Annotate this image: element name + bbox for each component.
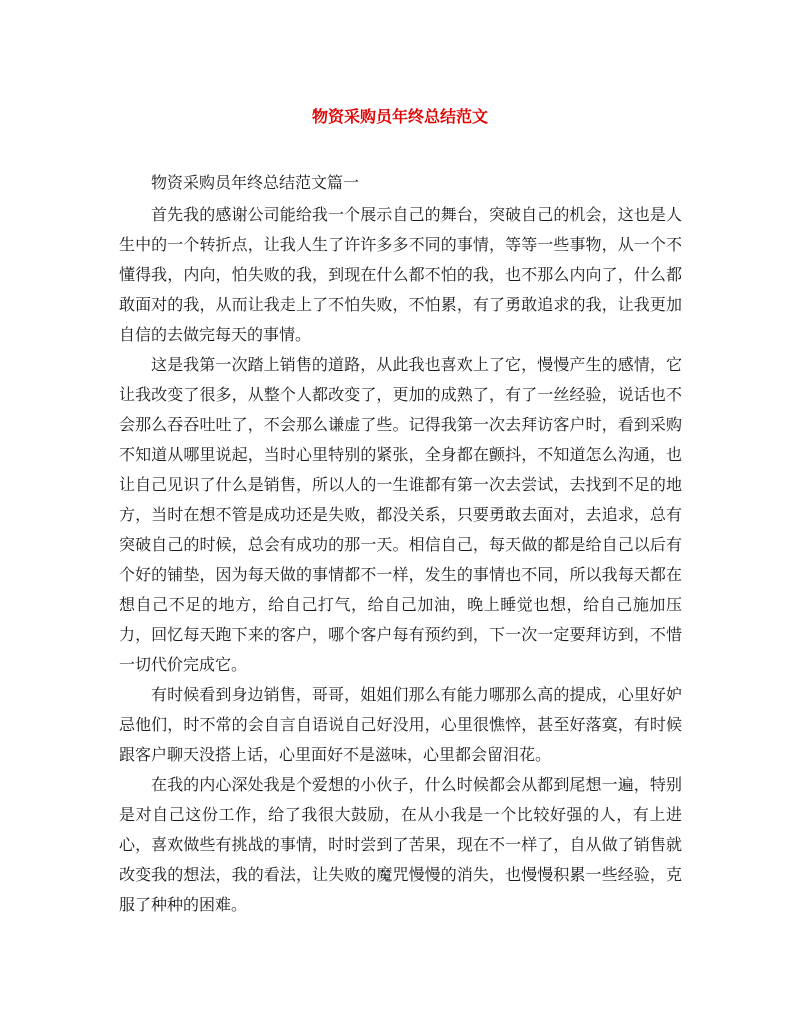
paragraph: 在我的内心深处我是个爱想的小伙子，什么时候都会从都到尾想一遍，特别是对自己这份工作，给了我很大鼓励，在从小我是一个比较好强的人，有上进心，喜欢做些有挑战的事情，时时尝到了苦果，现在不一样了，自从做了销售就改变我的想法，我的看法，让失败的魔咒慢慢的消失，也慢慢积累一些经验，克服了种种的困难。 (119, 775, 682, 914)
paragraph: 首先我的感谢公司能给我一个展示自己的舞台，突破自己的机会，这也是人生中的一个转折点，让我人生了许许多多不同的事情，等等一些事物，从一个不懂得我，内向，怕失败的我，到现在什么都不怕的我，也不那么内向了，什么都敢面对的我，从而让我走上了不怕失败，不怕累，有了勇敢追求的我，让我更加自信的去做完每天的事情。 (119, 205, 682, 344)
document-body (119, 168, 682, 920)
paragraph: 有时候看到身边销售，哥哥，姐姐们那么有能力哪那么高的提成，心里好妒忌他们，时不常的会自言自语说自己好没用，心里很憔悴，甚至好落寞，有时候跟客户聊天没搭上话，心里面好不是滋味，心里都会留泪花。 (119, 685, 682, 764)
section-subtitle: 物资采购员年终总结范文篇一 (151, 173, 360, 192)
paragraph: 这是我第一次踏上销售的道路，从此我也喜欢上了它，慢慢产生的感情，它让我改变了很多，从整个人都改变了，更加的成熟了，有了一丝经验，说话也不会那么吞吞吐吐了，不会那么谦虚了些。记得我第一次去拜访客户时，看到采购不知道从哪里说起，当时心里特别的紧张，全身都在颤抖，不知道怎么沟通，也让自己见识了什么是销售，所以人的一生谁都有第一次去尝试，去找到不足的地方，当时在想不管是成功还是失败，都没关系，只要勇敢去面对，去追求，总有突破自己的时候，总会有成功的那一天。相信自己，每天做的都是给自己以后有个好的铺垫，因为每天做的事情都不一样，发生的事情也不同，所以我每天都在想自己不足的地方，给自己打气，给自己加油，晚上睡觉也想，给自己施加压力，回忆每天跑下来的客户，哪个客户每有预约到，下一次一定要拜访到，不惜一切代价完成它。 (119, 355, 682, 674)
document-title: 物资采购员年终总结范文 (311, 107, 488, 126)
